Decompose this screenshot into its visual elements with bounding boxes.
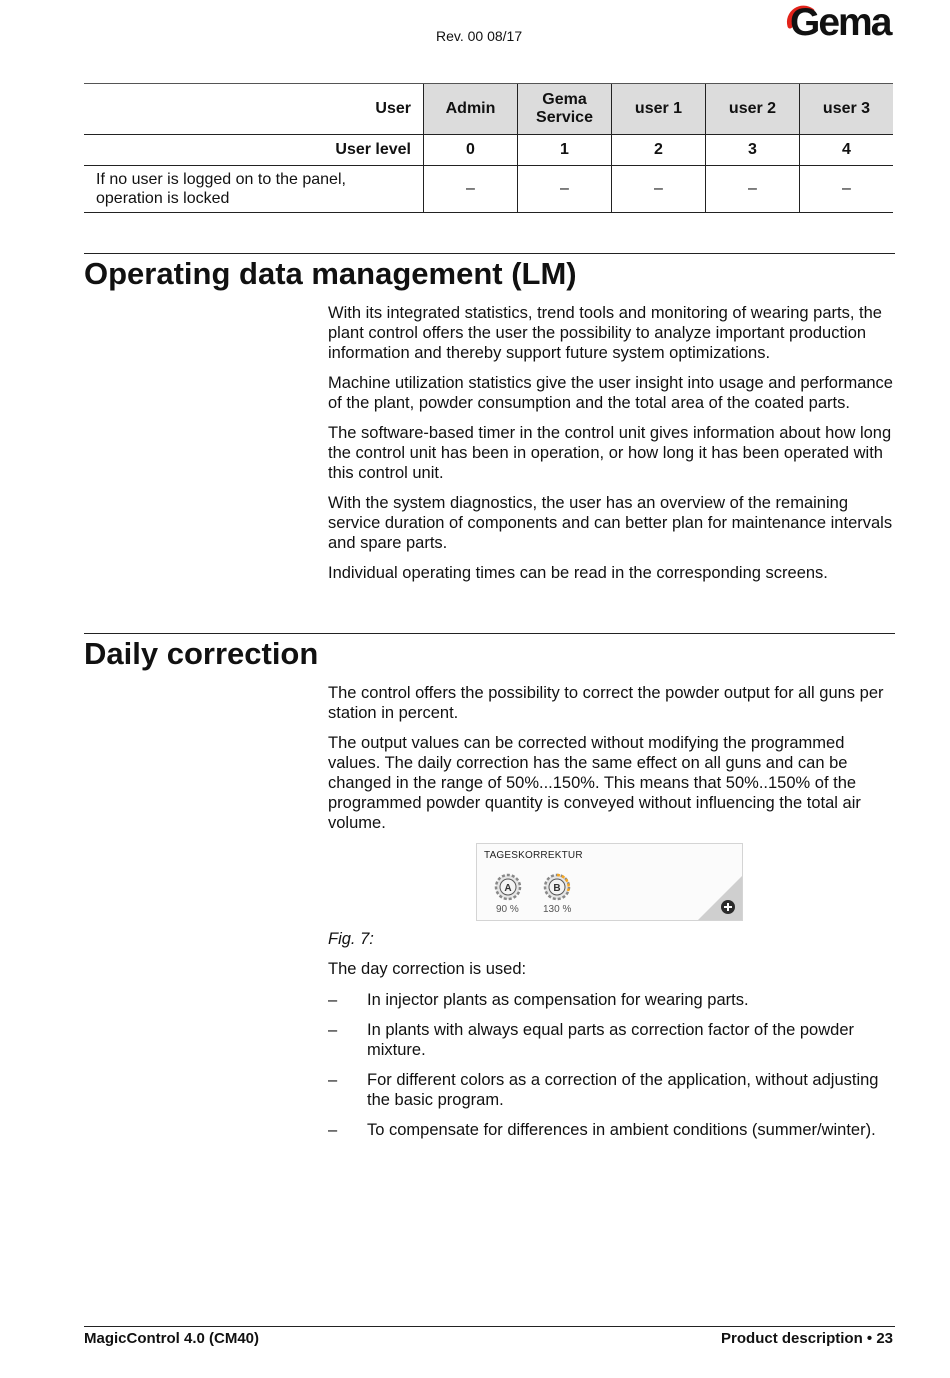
- gun-a-letter: A: [504, 883, 512, 894]
- list-item-text: In injector plants as compensation for wearing parts.: [367, 991, 749, 1009]
- gun-a-gauge-icon[interactable]: [494, 873, 522, 901]
- dash-bullet: –: [328, 1071, 338, 1089]
- table-cell: –: [612, 166, 706, 213]
- gun-a-value: 90 %: [496, 904, 519, 915]
- gun-b-letter: B: [553, 883, 561, 894]
- list-item: [328, 1070, 893, 1110]
- gema-logo: [784, 1, 896, 48]
- section-divider: [84, 253, 895, 254]
- widget-title: TAGESKORREKTUR: [484, 850, 583, 861]
- list-item-text: For different colors as a correction of the application, without adjusting the basic program.: [367, 1071, 879, 1109]
- table-cell: 3: [706, 135, 800, 166]
- list-item: [328, 1020, 893, 1060]
- section-title-lm: Operating data management (LM): [84, 256, 577, 291]
- table-cell: –: [518, 166, 612, 213]
- table-row: [84, 135, 893, 166]
- section-title-daily: Daily correction: [84, 636, 319, 671]
- revision-label: Rev. 00 08/17: [436, 28, 523, 44]
- paragraph: With its integrated statistics, trend tools and monitoring of wearing parts, the plant control offers the user the possibility to analyze important production information and thereby support future system optimizations.: [328, 304, 882, 362]
- gun-b-gauge-icon[interactable]: [543, 873, 571, 901]
- add-corner-button[interactable]: [698, 876, 742, 920]
- column-user-3: user 3: [800, 84, 894, 135]
- list-item-text: To compensate for differences in ambient conditions (summer/winter).: [367, 1121, 876, 1139]
- table-cell: 4: [800, 135, 894, 166]
- logo-text: Gema: [790, 1, 891, 44]
- table-cell: –: [800, 166, 894, 213]
- table-header-row: [84, 84, 893, 135]
- dash-bullet: –: [328, 1121, 338, 1139]
- column-user-2: user 2: [706, 84, 800, 135]
- dash-bullet: –: [328, 1021, 338, 1039]
- table-cell: –: [424, 166, 518, 213]
- column-gema-service: Gema Service: [518, 84, 612, 135]
- section-body-lm: [328, 303, 893, 593]
- table-row: [84, 166, 893, 213]
- paragraph: The output values can be corrected without modifying the programmed values. The daily correction has the same effect on all guns and can be changed in the range of 50%...150%. This means that 50%..150% of the programmed powder quantity is conveyed without influencing the total air volume.: [328, 734, 861, 832]
- gun-b-value: 130 %: [543, 904, 572, 915]
- footer-divider: [84, 1326, 895, 1327]
- list-intro: The day correction is used:: [328, 960, 527, 978]
- footer-product: MagicControl 4.0 (CM40): [84, 1330, 260, 1347]
- header-user-label: User: [84, 84, 424, 135]
- list-item: [328, 1120, 893, 1140]
- dash-bullet: –: [328, 991, 338, 1009]
- column-user-1: user 1: [612, 84, 706, 135]
- user-level-table: [84, 83, 893, 213]
- section-divider: [84, 633, 895, 634]
- row-label-locked: If no user is logged on to the panel, operation is locked: [84, 166, 424, 213]
- list-item-text: In plants with always equal parts as correction factor of the powder mixture.: [367, 1021, 854, 1059]
- table-cell: –: [706, 166, 800, 213]
- paragraph: Individual operating times can be read in the corresponding screens.: [328, 564, 828, 582]
- daily-correction-widget: [476, 843, 743, 921]
- section-body-daily: [328, 683, 893, 843]
- footer-page: Product description • 23: [721, 1330, 893, 1347]
- paragraph: The software-based timer in the control unit gives information about how long the control unit has been in operation, or how long it has been operated with this control unit.: [328, 424, 892, 482]
- paragraph: The control offers the possibility to correct the powder output for all guns per station in percent.: [328, 684, 884, 722]
- figure-caption: Fig. 7:: [328, 930, 374, 948]
- usage-list: [328, 990, 893, 1150]
- paragraph: With the system diagnostics, the user has an overview of the remaining service duration of components and can better plan for maintenance intervals and spare parts.: [328, 494, 893, 552]
- table-cell: 0: [424, 135, 518, 166]
- row-label-user-level: User level: [84, 135, 424, 166]
- list-item: [328, 990, 893, 1010]
- table-cell: 1: [518, 135, 612, 166]
- paragraph: Machine utilization statistics give the user insight into usage and performance of the plant, powder consumption and the total area of the coated parts.: [328, 374, 893, 412]
- column-admin: Admin: [424, 84, 518, 135]
- table-cell: 2: [612, 135, 706, 166]
